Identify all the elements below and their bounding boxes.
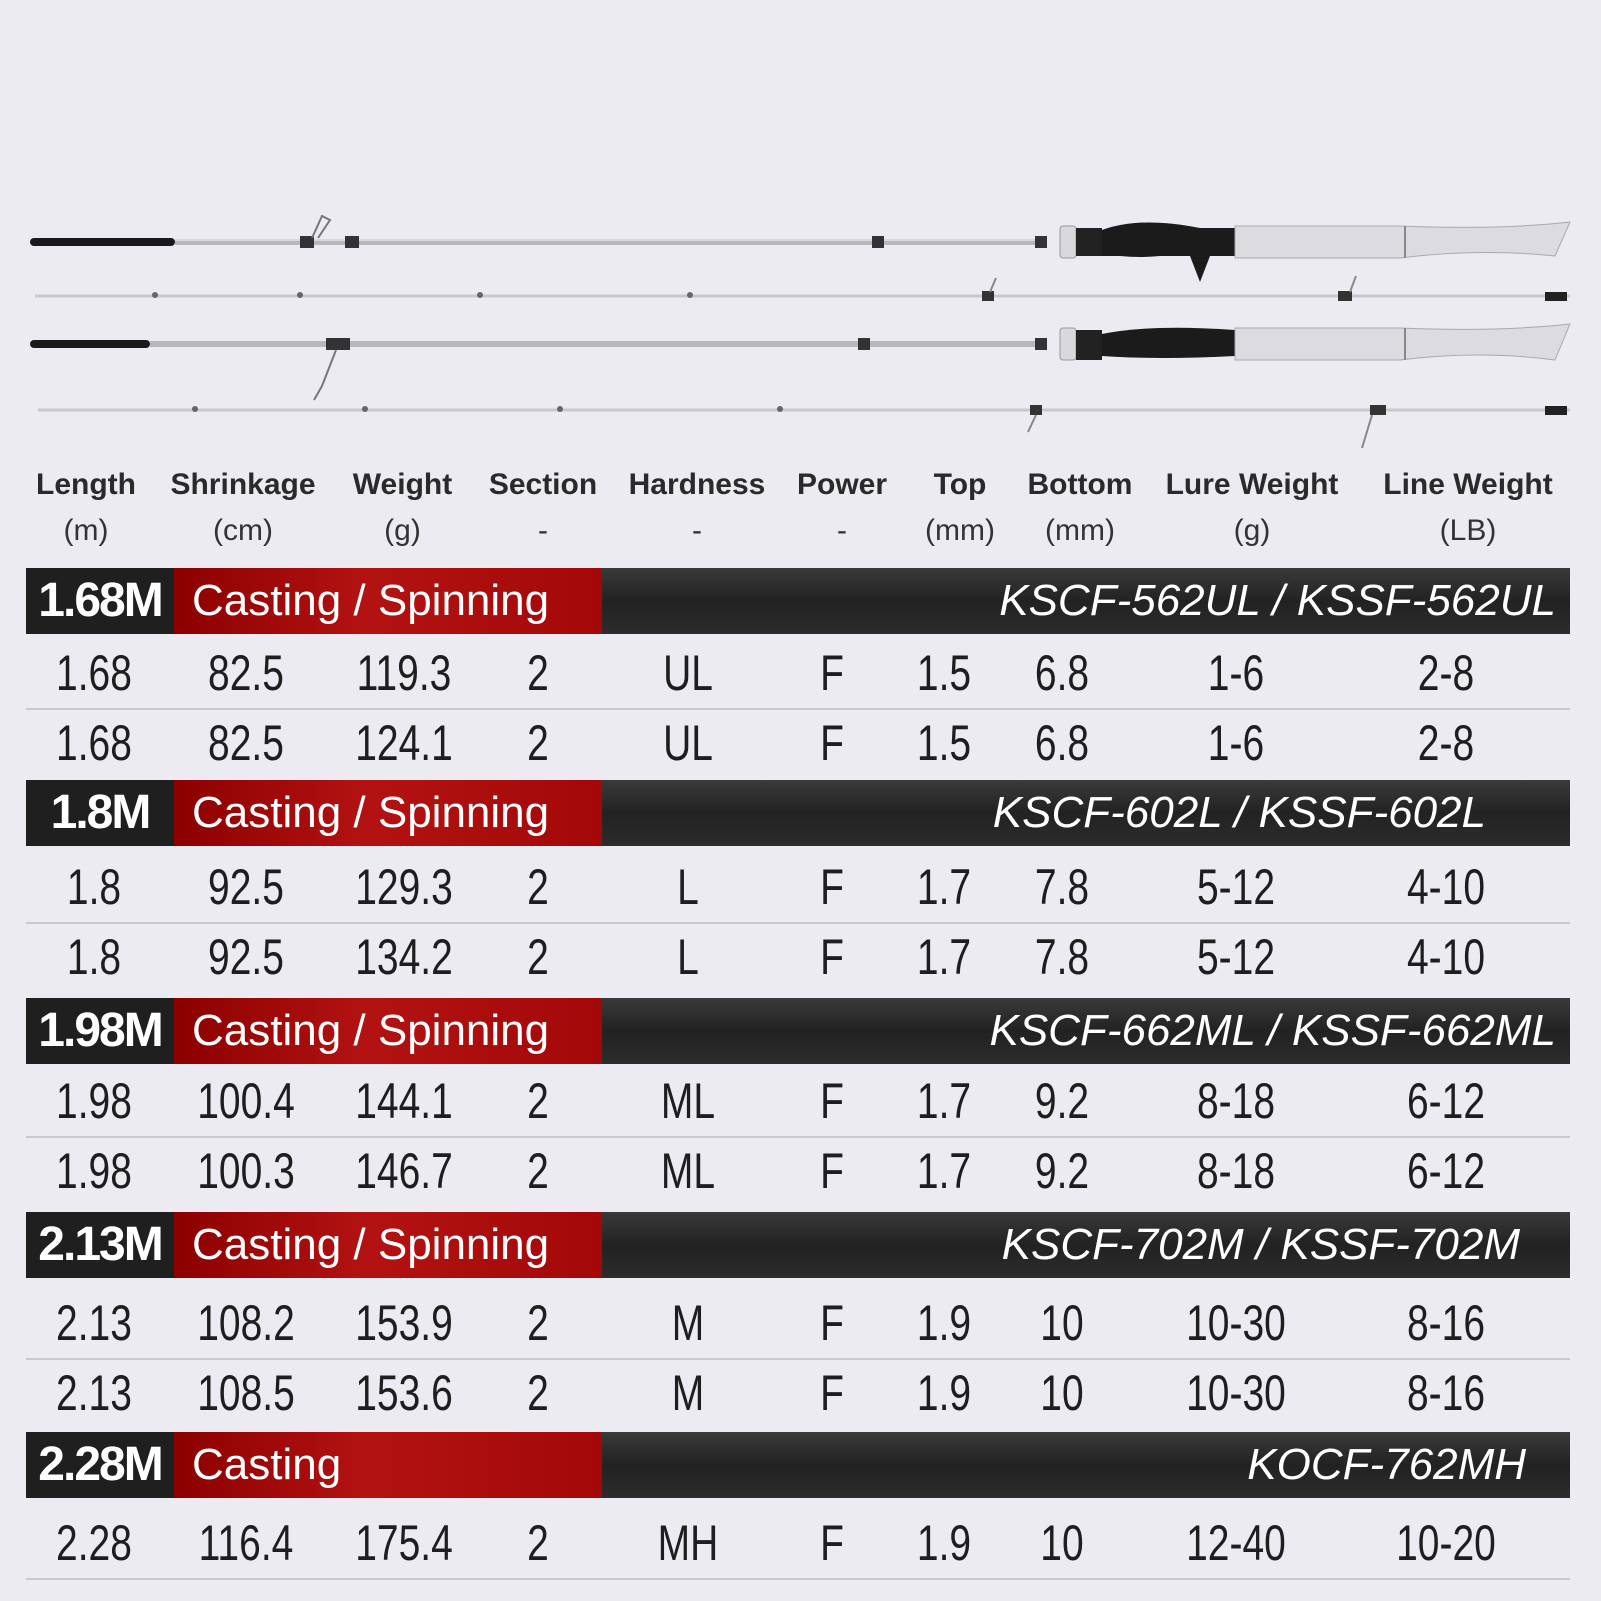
table-cell-top: 1.5 (916, 715, 972, 771)
table-cell-line-weight: 8-16 (1406, 1365, 1486, 1421)
table-cell-top: 1.5 (916, 645, 972, 701)
group-model-label: KSCF-662ML / KSSF-662ML (602, 998, 1570, 1064)
header-power (786, 468, 898, 548)
header-label: Bottom (1027, 468, 1133, 501)
table-cell-lure-weight: 10-30 (1186, 1365, 1286, 1421)
table-row (26, 852, 1570, 924)
table-cell-bottom: 9.2 (1034, 1073, 1090, 1129)
group-model-label: KSCF-602L / KSSF-602L (602, 780, 1570, 846)
table-cell-bottom: 7.8 (1034, 929, 1090, 985)
spec-group-band (26, 780, 1570, 846)
table-cell-bottom: 10 (1040, 1295, 1084, 1351)
table-cell-section: 2 (527, 929, 549, 985)
table-cell-hardness: MH (657, 1515, 719, 1571)
table-cell-section: 2 (527, 645, 549, 701)
group-type-label: Casting / Spinning (174, 998, 602, 1064)
table-cell-weight: 153.9 (355, 1295, 453, 1351)
table-cell-line-weight: 8-16 (1406, 1295, 1486, 1351)
header-top (910, 468, 1010, 548)
table-cell-power: F (820, 1295, 844, 1351)
header-label: Hardness (628, 468, 766, 501)
header-unit: - (692, 514, 702, 547)
header-unit: (g) (384, 514, 421, 547)
spec-group-band (26, 1432, 1570, 1498)
table-cell-bottom: 10 (1040, 1365, 1084, 1421)
table-cell-line-weight: 2-8 (1417, 715, 1475, 771)
table-cell-line-weight: 6-12 (1406, 1073, 1486, 1129)
table-cell-bottom: 10 (1040, 1515, 1084, 1571)
group-model-label: KSCF-702M / KSSF-702M (602, 1212, 1570, 1278)
table-cell-shrinkage: 82.5 (208, 645, 284, 701)
table-cell-length: 2.13 (56, 1365, 132, 1421)
casting-rod-butt-section (30, 216, 1570, 282)
group-length-label: 1.68M (26, 568, 174, 634)
group-length-label: 2.28M (26, 1432, 174, 1498)
header-label: Line Weight (1383, 468, 1553, 501)
table-cell-shrinkage: 108.2 (197, 1295, 295, 1351)
table-cell-bottom: 9.2 (1034, 1143, 1090, 1199)
table-cell-power: F (820, 1515, 844, 1571)
table-cell-shrinkage: 82.5 (208, 715, 284, 771)
table-cell-top: 1.9 (916, 1365, 972, 1421)
table-cell-power: F (820, 715, 844, 771)
table-cell-top: 1.7 (916, 1073, 972, 1129)
group-length-label: 1.98M (26, 998, 174, 1064)
table-cell-length: 1.98 (56, 1073, 132, 1129)
group-model-label: KSCF-562UL / KSSF-562UL (602, 568, 1570, 634)
table-row (26, 1136, 1570, 1206)
group-type-label: Casting / Spinning (174, 1212, 602, 1278)
table-row (26, 638, 1570, 710)
table-cell-lure-weight: 1-6 (1207, 715, 1265, 771)
header-label: Lure Weight (1165, 468, 1339, 501)
table-cell-bottom: 6.8 (1034, 715, 1090, 771)
table-cell-length: 2.13 (56, 1295, 132, 1351)
group-model-label: KOCF-762MH (602, 1432, 1570, 1498)
group-length-label: 2.13M (26, 1212, 174, 1278)
table-cell-length: 1.8 (66, 859, 122, 915)
header-unit: (LB) (1439, 514, 1497, 547)
table-cell-shrinkage: 92.5 (208, 859, 284, 915)
table-cell-hardness: M (671, 1365, 705, 1421)
table-cell-lure-weight: 1-6 (1207, 645, 1265, 701)
table-cell-bottom: 7.8 (1034, 859, 1090, 915)
spinning-rod-butt-section (30, 324, 1570, 400)
group-type-label: Casting / Spinning (174, 568, 602, 634)
table-cell-section: 2 (527, 1295, 549, 1351)
group-length-label: 1.8M (26, 780, 174, 846)
table-cell-length: 1.68 (56, 715, 132, 771)
header-label: Shrinkage (170, 468, 316, 501)
table-cell-hardness: ML (660, 1143, 716, 1199)
header-unit: (g) (1233, 514, 1271, 547)
header-unit: (mm) (1045, 514, 1115, 547)
header-label: Power (796, 468, 888, 501)
header-label: Length (36, 468, 136, 501)
table-cell-weight: 146.7 (355, 1143, 453, 1199)
header-unit: (mm) (925, 514, 995, 547)
table-row (26, 1288, 1570, 1360)
table-cell-lure-weight: 5-12 (1196, 859, 1276, 915)
table-cell-shrinkage: 100.4 (197, 1073, 295, 1129)
table-cell-weight: 134.2 (355, 929, 453, 985)
header-weight (340, 468, 465, 548)
header-unit: (m) (63, 514, 109, 547)
table-cell-bottom: 6.8 (1034, 645, 1090, 701)
table-cell-top: 1.7 (916, 1143, 972, 1199)
spec-group-band (26, 1212, 1570, 1278)
table-cell-shrinkage: 92.5 (208, 929, 284, 985)
header-label: Weight (352, 468, 453, 501)
table-cell-hardness: ML (660, 1073, 716, 1129)
header-label: Section (488, 468, 598, 501)
header-label: Top (933, 468, 987, 501)
table-cell-line-weight: 2-8 (1417, 645, 1475, 701)
table-cell-shrinkage: 116.4 (198, 1515, 294, 1571)
fishing-rods-illustration (0, 200, 1601, 460)
table-cell-power: F (820, 859, 844, 915)
casting-rod-tip-section (35, 276, 1570, 301)
header-lure-weight (1152, 468, 1352, 548)
table-cell-weight: 144.1 (355, 1073, 453, 1129)
header-section (472, 468, 614, 548)
table-cell-line-weight: 4-10 (1406, 859, 1486, 915)
table-row (26, 708, 1570, 778)
table-row (26, 922, 1570, 992)
table-cell-power: F (820, 929, 844, 985)
table-cell-line-weight: 4-10 (1406, 929, 1486, 985)
table-cell-power: F (820, 1143, 844, 1199)
table-row (26, 1508, 1570, 1580)
table-cell-section: 2 (527, 859, 549, 915)
table-cell-section: 2 (527, 1515, 549, 1571)
table-cell-top: 1.7 (916, 929, 972, 985)
table-cell-section: 2 (527, 1365, 549, 1421)
table-cell-lure-weight: 8-18 (1196, 1073, 1276, 1129)
spinning-rod-tip-section (38, 405, 1570, 448)
header-hardness (618, 468, 776, 548)
table-cell-length: 1.68 (56, 645, 132, 701)
table-cell-line-weight: 6-12 (1406, 1143, 1486, 1199)
header-length (26, 468, 146, 548)
table-cell-weight: 124.1 (355, 715, 453, 771)
table-cell-weight: 175.4 (355, 1515, 453, 1571)
table-cell-length: 2.28 (56, 1515, 132, 1571)
table-cell-lure-weight: 8-18 (1196, 1143, 1276, 1199)
table-row (26, 1066, 1570, 1138)
group-type-label: Casting (174, 1432, 602, 1498)
spec-group-band (26, 998, 1570, 1064)
table-cell-top: 1.7 (916, 859, 972, 915)
table-cell-lure-weight: 5-12 (1196, 929, 1276, 985)
table-cell-hardness: UL (663, 645, 713, 701)
table-cell-section: 2 (527, 1073, 549, 1129)
table-cell-lure-weight: 10-30 (1186, 1295, 1286, 1351)
table-cell-length: 1.98 (56, 1143, 132, 1199)
header-unit: (cm) (213, 514, 273, 547)
table-cell-top: 1.9 (916, 1295, 972, 1351)
table-cell-section: 2 (527, 715, 549, 771)
table-cell-shrinkage: 108.5 (197, 1365, 295, 1421)
header-unit: - (837, 514, 847, 547)
table-cell-shrinkage: 100.3 (197, 1143, 295, 1199)
header-line-weight (1368, 468, 1568, 548)
table-cell-line-weight: 10-20 (1396, 1515, 1496, 1571)
table-cell-section: 2 (527, 1143, 549, 1199)
spec-group-band (26, 568, 1570, 634)
header-bottom (1018, 468, 1142, 548)
table-cell-top: 1.9 (916, 1515, 972, 1571)
spec-table-header (0, 468, 1601, 558)
table-cell-hardness: L (677, 929, 699, 985)
table-cell-power: F (820, 1073, 844, 1129)
table-cell-hardness: L (677, 859, 699, 915)
table-row (26, 1358, 1570, 1428)
table-cell-lure-weight: 12-40 (1186, 1515, 1286, 1571)
table-cell-weight: 129.3 (355, 859, 453, 915)
table-cell-length: 1.8 (66, 929, 122, 985)
header-unit: - (538, 514, 548, 547)
group-type-label: Casting / Spinning (174, 780, 602, 846)
table-cell-hardness: UL (663, 715, 713, 771)
table-cell-weight: 153.6 (355, 1365, 453, 1421)
table-cell-power: F (820, 1365, 844, 1421)
table-cell-power: F (820, 645, 844, 701)
table-cell-weight: 119.3 (356, 645, 452, 701)
header-shrinkage (158, 468, 328, 548)
table-cell-hardness: M (671, 1295, 705, 1351)
